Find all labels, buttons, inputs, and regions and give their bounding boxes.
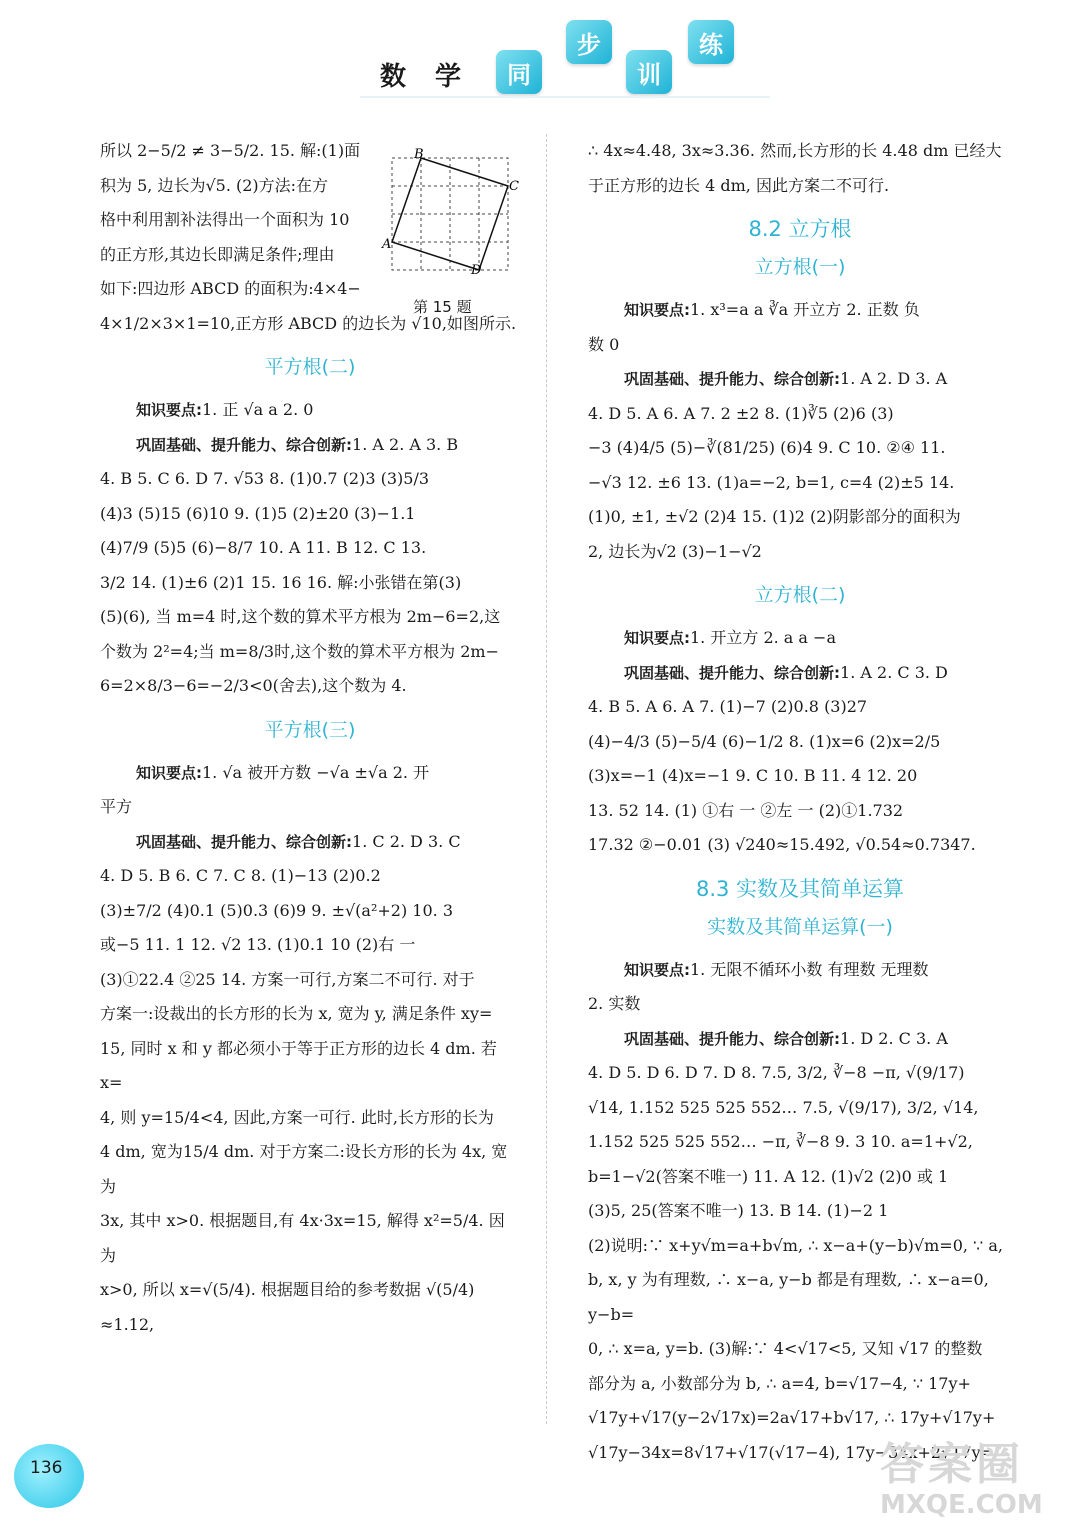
answer-line: 的正方形,其边长即满足条件;理由 <box>100 244 335 264</box>
answer-line: 6=2×8/3−6=−2/3<0(舍去),这个数为 4. <box>100 676 407 695</box>
answer-line: b=1−√2(答案不唯一) 11. A 12. (1)√2 (2)0 或 1 <box>588 1166 949 1186</box>
section-title-square-root-3: 平方根(三) <box>264 718 356 741</box>
answer-line: 4×1/2×3×1=10,正方形 ABCD 的边长为 √10,如图所示. <box>100 313 517 333</box>
answer-line: (3)x=−1 (4)x=−1 9. C 10. B 11. 4 12. 20 <box>588 766 918 785</box>
watermark-en: MXQE.COM <box>880 1490 1043 1520</box>
point-label-a: A <box>382 237 392 252</box>
knowledge-points <box>588 953 1012 988</box>
answer-line: 2, 边长为√2 (3)−1−√2 <box>588 541 762 561</box>
answer-line: 4. D 5. A 6. A 7. 2 ±2 8. (1)∛5 (2)6 (3) <box>588 403 894 423</box>
answer-line: 4. B 5. C 6. D 7. √53 8. (1)0.7 (2)3 (3)5/3 <box>100 469 430 488</box>
label: 巩固基础、提升能力、综合创新: <box>624 1029 841 1048</box>
label: 知识要点: <box>136 401 202 419</box>
knowledge-points <box>100 393 520 428</box>
answer-line: −√3 12. ±6 13. (1)a=−2, b=1, c=4 (2)±5 14. <box>588 472 955 492</box>
text: 1. 开立方 2. a a −a <box>690 628 836 647</box>
answer-line: 数 0 <box>588 334 620 354</box>
answer-line: (3)5, 25(答案不唯一) 13. B 14. (1)−2 1 <box>588 1201 889 1220</box>
section-title-real-numbers-1: 实数及其简单运算(一) <box>707 915 893 938</box>
answer-line: 3x, 其中 x>0. 根据题目,有 4x·3x=15, 解得 x²=5/4. 因为 <box>100 1211 505 1265</box>
answer-line: √14, 1.152 525 525 552… 7.5, √(9/17), 3/2, √14, <box>588 1097 979 1117</box>
answer-line: 部分为 a, 小数部分为 b, ∴ a=4, b=√17−4, ∵ 17y+ <box>588 1373 971 1393</box>
answer-line: 17.32 ②−0.01 (3) √240≈15.492, √0.54≈0.7347. <box>588 835 976 854</box>
point-label-d: D <box>471 263 482 278</box>
grid-figure-q15 <box>382 147 519 278</box>
header-tile-2: 步 <box>566 20 612 64</box>
answer-line: ∴ 4x≈4.48, 3x≈3.36. 然而,长方形的长 4.48 dm 已经大 <box>588 141 1002 160</box>
text: 1. 正 √a a 2. 0 <box>202 400 314 419</box>
text: 1. A 2. A 3. B <box>352 434 459 454</box>
knowledge-points <box>588 621 1012 656</box>
text: 1. A 2. D 3. A <box>840 369 948 388</box>
answer-line: (3)±7/2 (4)0.1 (5)0.3 (6)9 9. ±√(a²+2) 10. 3 <box>100 900 453 920</box>
subject-title: 数 学 <box>380 62 472 92</box>
label: 知识要点: <box>624 960 690 979</box>
answer-line: x>0, 所以 x=√(5/4). 根据题目给的参考数据 √(5/4) ≈1.12, <box>100 1280 475 1334</box>
label: 巩固基础、提升能力、综合创新: <box>136 832 353 851</box>
watermark <box>880 1440 1060 1530</box>
label: 巩固基础、提升能力、综合创新: <box>624 370 841 388</box>
answer-line: (3)①22.4 ②25 14. 方案一可行,方案二不可行. 对于 <box>100 969 475 989</box>
answer-line: 于正方形的边长 4 dm, 因此方案二不可行. <box>588 175 890 195</box>
text: 1. D 2. C 3. A <box>840 1028 948 1048</box>
text: 1. x³=a a ∛a 开立方 2. 正数 负 <box>690 300 920 319</box>
chapter-title-real-numbers: 8.3 实数及其简单运算 <box>695 876 905 901</box>
label: 知识要点: <box>624 301 690 319</box>
answer-line: 4 dm, 宽为15/4 dm. 对于方案二:设长方形的长为 4x, 宽为 <box>100 1142 508 1196</box>
answer-line: (4)7/9 (5)5 (6)−8/7 10. A 11. B 12. C 13. <box>100 538 427 557</box>
point-label-c: C <box>509 179 519 194</box>
text: 1. 无限不循环小数 有理数 无理数 <box>690 959 929 979</box>
right-column <box>588 134 1012 1470</box>
header-tile-1: 同 <box>496 50 542 94</box>
answer-line: 4. D 5. B 6. C 7. C 8. (1)−13 (2)0.2 <box>100 866 381 885</box>
section-title-cube-root-1: 立方根(一) <box>754 256 846 278</box>
header-tile-3: 训 <box>626 50 672 94</box>
answer-line: (4)−4/3 (5)−5/4 (6)−1/2 8. (1)x=6 (2)x=2/5 <box>588 731 941 751</box>
text: 1. √a 被开方数 −√a ±√a 2. 开 <box>202 762 430 782</box>
knowledge-points <box>588 293 1012 328</box>
answer-line: √17y−34x=8√17+√17(√17−4), 17y−34x+2√17y= <box>588 1442 995 1462</box>
consolidation-answers <box>588 362 1012 397</box>
knowledge-points <box>100 756 520 791</box>
answer-line: 3/2 14. (1)±6 (2)1 15. 16 16. 解:小张错在第(3) <box>100 572 462 592</box>
label: 知识要点: <box>136 763 202 782</box>
answer-line: −3 (4)4/5 (5)−∛(81/25) (6)4 9. C 10. ②④ 11. <box>588 438 946 457</box>
answer-line: 0, ∴ x=a, y=b. (3)解:∵ 4<√17<5, 又知 √17 的整数 <box>588 1339 983 1358</box>
label: 巩固基础、提升能力、综合创新: <box>624 663 841 682</box>
answer-line: 积为 5, 边长为√5. (2)方法:在方 <box>100 175 329 195</box>
answer-line: √17y+√17(y−2√17x)=2a√17+b√17, ∴ 17y+√17y+ <box>588 1408 996 1427</box>
answer-line: 1.152 525 525 552… −π, ∛−8 9. 3 10. a=1+√2, <box>588 1132 973 1151</box>
point-label-b: B <box>414 147 424 162</box>
label: 知识要点: <box>624 629 690 647</box>
consolidation-answers <box>100 428 520 463</box>
answer-line: 4. D 5. D 6. D 7. D 8. 7.5, 3/2, ∛−8 −π, √(9/17) <box>588 1063 965 1082</box>
section-title-cube-root-2: 立方根(二) <box>754 584 846 606</box>
answer-line: (2)说明:∵ x+y√m=a+b√m, ∴ x−a+(y−b)√m=0, ∵ a, <box>588 1235 1003 1255</box>
consolidation-answers <box>100 825 520 860</box>
watermark-cn: 答案圈 <box>880 1439 1024 1490</box>
label: 巩固基础、提升能力、综合创新: <box>136 435 353 454</box>
answer-line: (1)0, ±1, ±√2 (2)4 15. (1)2 (2)阴影部分的面积为 <box>588 507 961 526</box>
answer-line: 2. 实数 <box>588 994 641 1013</box>
answer-line: 格中利用割补法得出一个面积为 10 <box>100 210 350 229</box>
answer-line: b, x, y 为有理数, ∴ x−a, y−b 都是有理数, ∴ x−a=0, y−b= <box>588 1270 989 1324</box>
answer-line: (4)3 (5)15 (6)10 9. (1)5 (2)±20 (3)−1.1 <box>100 503 416 523</box>
answer-line: (5)(6), 当 m=4 时,这个数的算术平方根为 2m−6=2,这 <box>100 607 501 626</box>
answer-line: 个数为 2²=4;当 m=8/3时,这个数的算术平方根为 2m− <box>100 641 500 661</box>
answer-line: 方案一:设裁出的长方形的长为 x, 宽为 y, 满足条件 xy= <box>100 1004 493 1023</box>
grid-lines <box>392 158 508 270</box>
header-tile-4: 练 <box>688 20 734 64</box>
consolidation-answers <box>588 656 1012 691</box>
answer-line: 4, 则 y=15/4<4, 因此,方案一可行. 此时,长方形的长为 <box>100 1107 494 1127</box>
column-divider <box>546 134 547 1424</box>
answer-line: 或−5 11. 1 12. √2 13. (1)0.1 10 (2)右 一 <box>100 935 416 954</box>
answer-line: 平方 <box>100 797 133 816</box>
answer-line: 所以 2−5/2 ≠ 3−5/2. 15. 解:(1)面 <box>100 141 361 160</box>
answer-line: 15, 同时 x 和 y 都必须小于等于正方形的边长 4 dm. 若 x= <box>100 1038 497 1092</box>
chapter-title-cube-root: 8.2 立方根 <box>748 217 852 241</box>
consolidation-answers <box>588 1022 1012 1057</box>
text: 1. C 2. D 3. C <box>352 831 461 851</box>
answer-line: 4. B 5. A 6. A 7. (1)−7 (2)0.8 (3)27 <box>588 697 868 716</box>
figure-caption: 第 15 题 <box>413 298 472 316</box>
header-rule <box>360 96 770 98</box>
answer-line: 如下:四边形 ABCD 的面积为:4×4− <box>100 279 361 298</box>
page-number: 136 <box>30 1458 63 1478</box>
answer-line: 13. 52 14. (1) ①右 一 ②左 一 (2)①1.732 <box>588 800 904 820</box>
text: 1. A 2. C 3. D <box>840 662 948 682</box>
section-title-square-root-2: 平方根(二) <box>264 356 356 378</box>
